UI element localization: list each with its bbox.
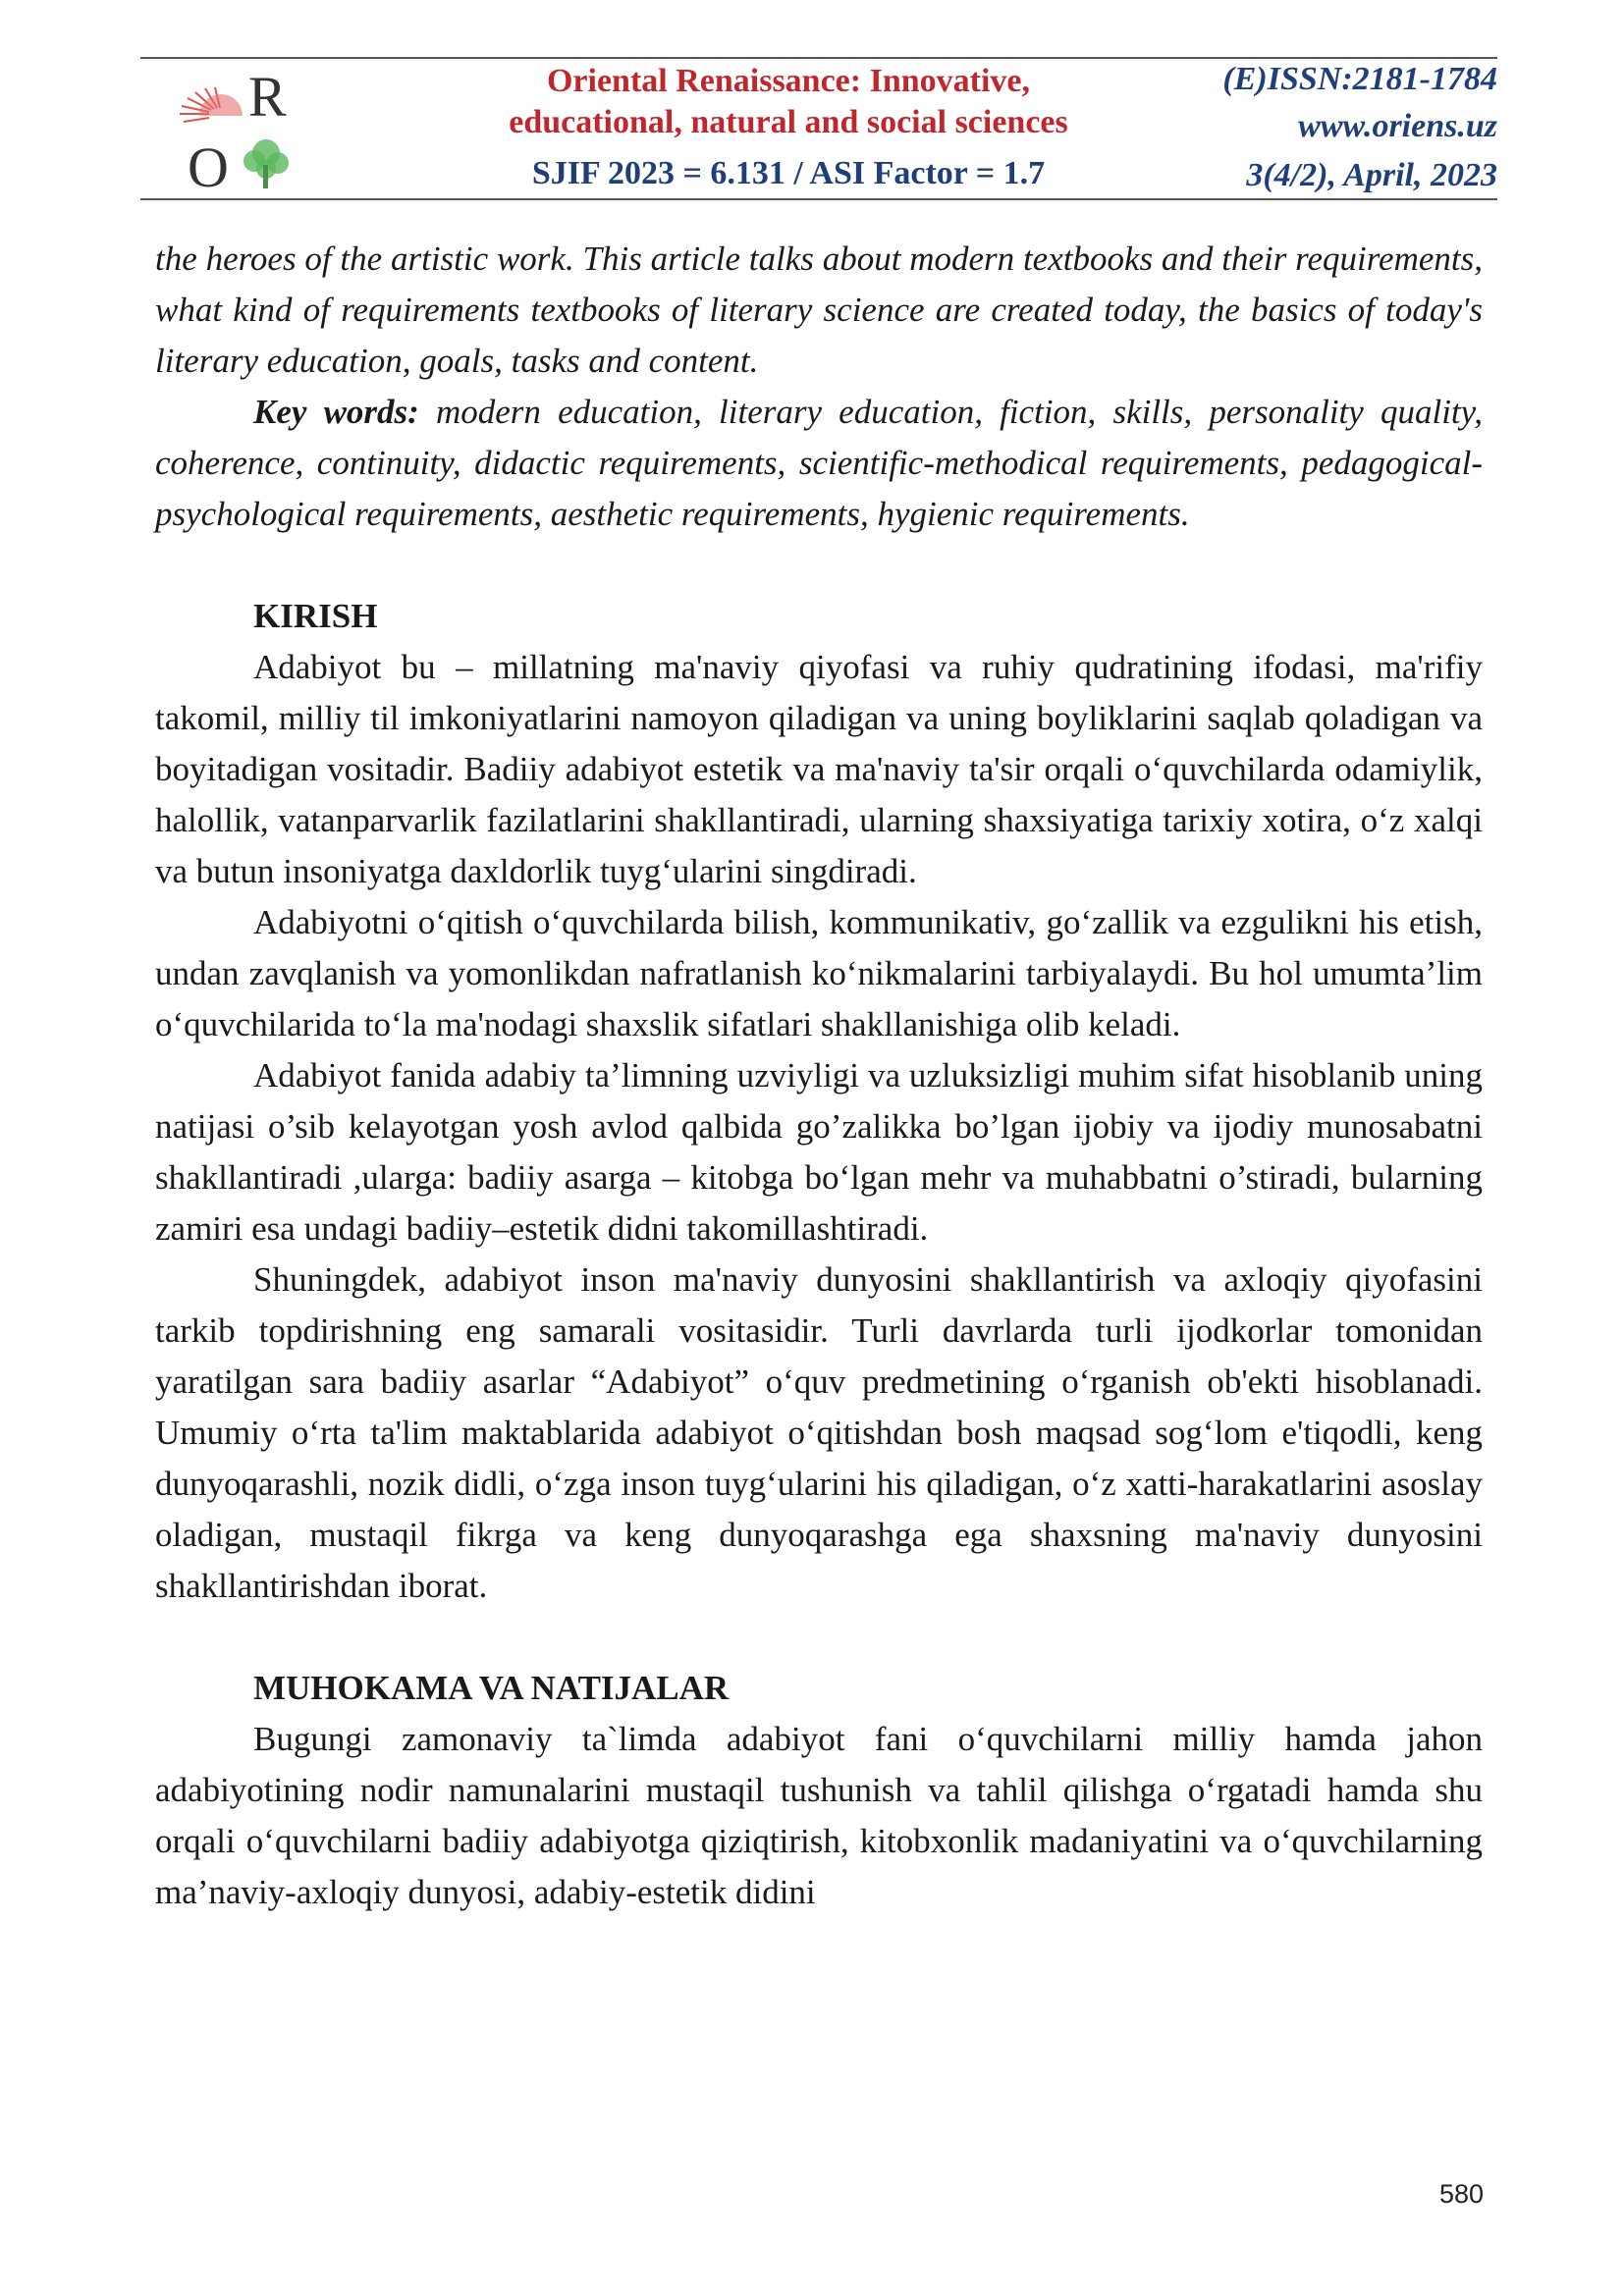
logo-graphic — [160, 67, 307, 194]
issue-info: 3(4/2), April, 2023 — [1246, 157, 1497, 193]
journal-metrics: SJIF 2023 = 6.131 / ASI Factor = 1.7 — [531, 155, 1046, 191]
paragraph: Adabiyot fanida adabiy ta’limning uzviyligi va uzluksizligi muhim sifat hisoblanib uning natijasi o’sib kelayotgan yosh avlod qalbida go’zalikka bo’lgan ijobiy va ijodiy munosabatni shakllantiradi ,ularga: badiiy asarga – kitobga bo‘lgan mehr va muhabbatni o’stiradi, bularning zamiri esa undagi badiiy–estetik didni takomillashtiradi. — [155, 1056, 1483, 1248]
article-body — [155, 234, 1483, 1918]
oriens-logo-icon — [160, 67, 307, 194]
paragraph: Bugungi zamonaviy ta`limda adabiyot fani o‘quvchilarni milliy hamda jahon adabiyotining nodir namunalarini mustaqil tushunish va tahlil qilishga o‘rgatadi hamda shu orqali o‘quvchilarni badiiy adabiyotga qiziqtirish, kitobxonlik madaniyatini va o‘quvchilarning ma’naviy-axloqiy dunyosi, adabiy-estetik didini — [155, 1720, 1483, 1911]
logo-letter-r: R — [248, 67, 287, 129]
abstract-tail: the heroes of the artistic work. This article talks about modern textbooks and their requirements, what kind of requirements textbooks of literary science are created today, the basics of today's literary education, goals, tasks and content. — [155, 240, 1483, 380]
section-heading-kirish: KIRISH — [253, 597, 378, 635]
journal-header — [140, 57, 1497, 200]
journal-title — [406, 59, 1171, 143]
keywords-label: Key words: — [253, 393, 419, 431]
page-number: 580 — [1439, 2179, 1485, 2209]
paragraph: Adabiyot bu – millatning ma'naviy qiyofasi va ruhiy qudratining ifodasi, ma'rifiy takomil, milliy til imkoniyatlarini namoyon qiladigan va uning boyliklarini saqlab qoladigan va boyitadigan vositadir. Badiiy adabiyot estetik va ma'naviy ta'sir orqali o‘quvchilarda odamiylik, halollik, vatanparvarlik fazilatlarini shakllantiradi, ularning shaxsiyatiga tarixiy xotira, o‘z xalqi va butun insoniyatga daxldorlik tuyg‘ularini singdiradi. — [155, 648, 1483, 890]
website-link[interactable]: www.oriens.uz — [1298, 108, 1497, 144]
logo-letter-o: O — [188, 135, 229, 194]
keywords — [155, 387, 1483, 540]
journal-title-line1: Oriental Renaissance: Innovative, — [546, 63, 1031, 99]
paragraph: Adabiyotni o‘qitish o‘quvchilarda bilish, kommunikativ, go‘zallik va ezgulikni his etish, undan zavqlanish va yomonlikdan nafratlanish ko‘nikmalarini tarbiyalaydi. Bu hol umumta’lim o‘quvchilarida to‘la ma'nodagi shaxslik sifatlari shakllanishiga olib keladi. — [155, 903, 1483, 1043]
section-heading-muhokama: MUHOKAMA VA NATIJALAR — [253, 1669, 730, 1707]
journal-title-line2: educational, natural and social sciences — [509, 104, 1068, 140]
keywords-text: modern education, literary education, fiction, skills, personality quality, coherence, continuity, didactic requirements, scientific-methodical requirements, pedagogical-psychological requirements, aesthetic requirements, hygienic requirements. — [155, 393, 1483, 533]
paragraph: Shuningdek, adabiyot inson ma'naviy dunyosini shakllantirish va axloqiy qiyofasini tarkib topdirishning eng samarali vositasidir. Turli davrlarda turli ijodkorlar tomonidan yaratilgan sara badiiy asarlar “Adabiyot” o‘quv predmetining o‘rganish ob'ekti hisoblanadi. Umumiy o‘rta ta'lim maktablarida adabiyot o‘qitishdan bosh maqsad sog‘lom e'tiqodli, keng dunyoqarashli, nozik didli, o‘zga inson tuyg‘ularini his qiladigan, o‘z xatti-harakatlarini asoslay oladigan, mustaqil fikrga va keng dunyoqarashga ega shaxsning ma'naviy dunyosini shakllantirishdan iborat. — [155, 1260, 1483, 1605]
issn: (E)ISSN:2181-1784 — [1222, 61, 1497, 97]
